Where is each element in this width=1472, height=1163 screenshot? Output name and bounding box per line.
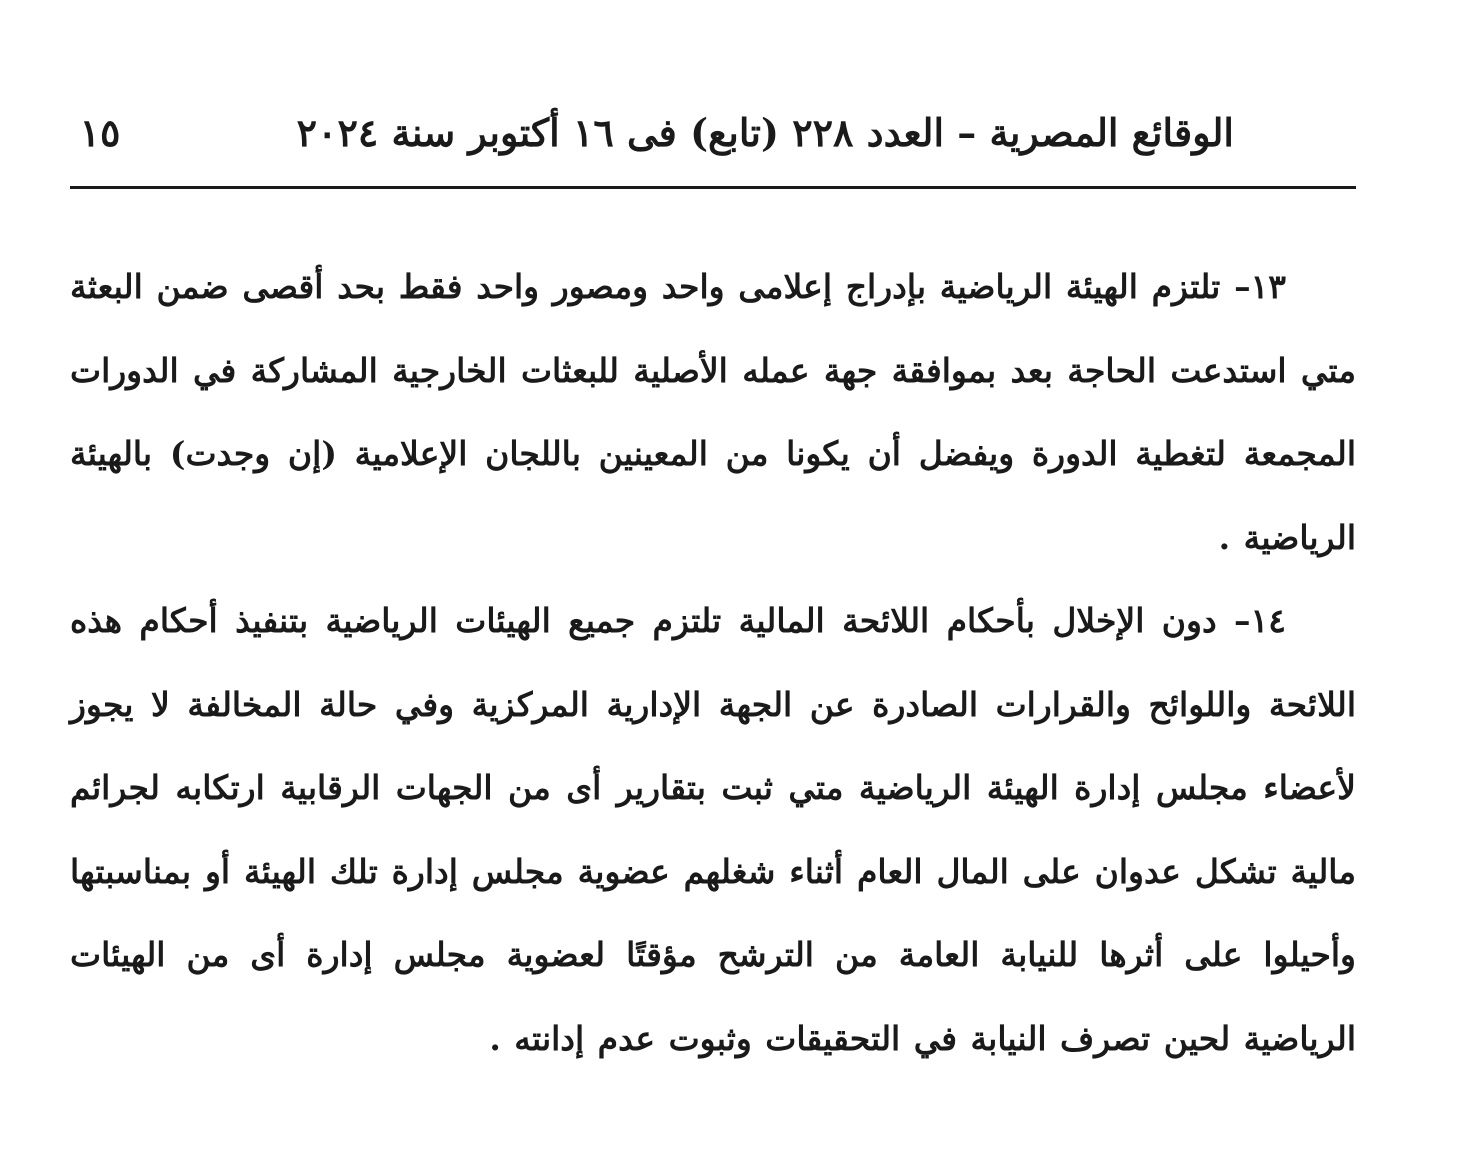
document-body: [70, 245, 1356, 1080]
gazette-header-title: الوقائع المصرية – العدد ٢٢٨ (تابع) فى ١٦ أكتوبر سنة ٢٠٢٤: [296, 110, 1234, 155]
paragraph-text: دون الإخلال بأحكام اللائحة المالية تلتزم جميع الهيئات الرياضية بتنفيذ أحكام هذه اللائحة واللوائح والقرارات الصادرة عن الجهة الإدارية المركزية وفي حالة المخالفة لا يجوز لأعضاء مجلس إدارة الهيئة الرياضية متي ثبت بتقارير أى من الجهات الرقابية ارتكابه لجرائم مالية تشكل عدوان على المال العام أثناء شغلهم عضوية مجلس إدارة تلك الهيئة أو بمناسبتها وأحيلوا على أثرها للنيابة العامة من الترشح مؤقتًا لعضوية مجلس إدارة أى من الهيئات الرياضية لحين تصرف النيابة في التحقيقات وثبوت عدم إدانته .: [70, 601, 1356, 1058]
paragraph-item-14: [70, 579, 1356, 1080]
paragraph-text: تلتزم الهيئة الرياضية بإدراج إعلامى واحد ومصور واحد فقط بحد أقصى ضمن البعثة متي استدعت الحاجة بعد بموافقة جهة عمله الأصلية للبعثات الخارجية المشاركة في الدورات المجمعة لتغطية الدورة ويفضل أن يكونا من المعينين باللجان الإعلامية (إن وجدت) بالهيئة الرياضية .: [70, 267, 1356, 557]
gazette-page: [70, 0, 1356, 1163]
header-divider: [70, 186, 1356, 189]
page-header: [70, 98, 1356, 168]
paragraph-item-13: [70, 245, 1356, 579]
item-number: ١٤–: [1234, 601, 1286, 640]
item-number: ١٣–: [1234, 267, 1287, 306]
page-number: ١٥: [79, 110, 121, 155]
